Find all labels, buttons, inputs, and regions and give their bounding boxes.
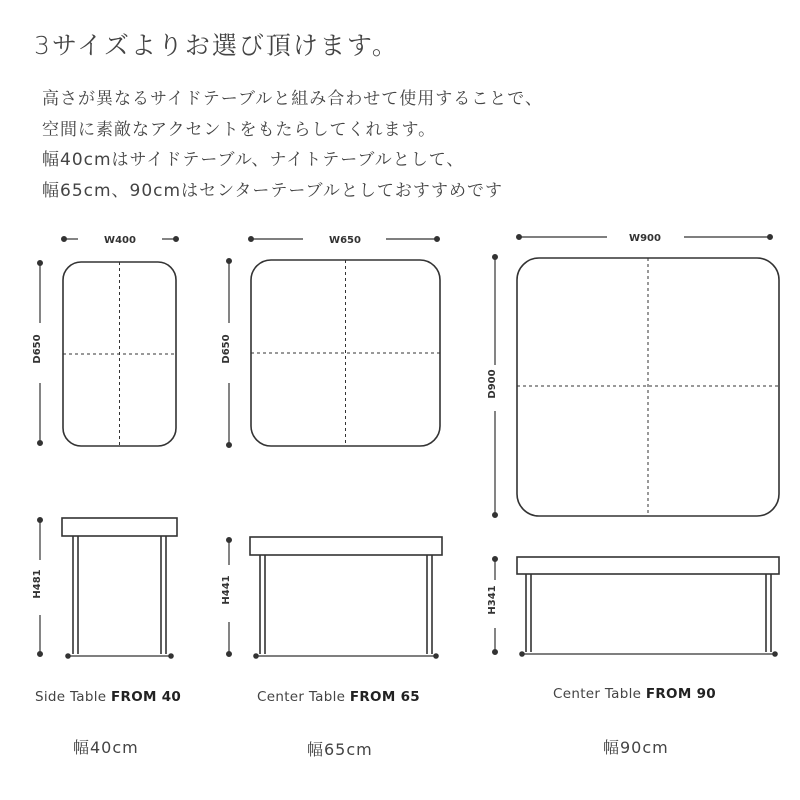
table-1-height-label: H481: [32, 569, 43, 599]
table-3-width-label: W900: [629, 233, 661, 244]
table-3-top-view: [517, 258, 779, 516]
table-1-side-view: [62, 518, 177, 658]
table-2-side-view: [250, 537, 442, 658]
table-2-depth-label: D650: [221, 334, 232, 364]
table-1-caption: [35, 689, 181, 705]
table-3-width-text: 幅90cm: [603, 738, 669, 757]
description-line-3: 幅40cmはサイドテーブル、ナイトテーブルとして、: [42, 150, 465, 170]
table-2-caption-model: FROM 65: [349, 689, 420, 705]
page-heading: 3サイズよりお選び頂けます。: [34, 31, 399, 60]
table-2-width-text: 幅65cm: [307, 740, 373, 759]
table-2-side-top: [250, 537, 442, 555]
table-1-side-top: [62, 518, 177, 536]
table-1-width-label: W400: [104, 235, 136, 246]
description-line-4: 幅65cm、90cmはセンターテーブルとしておすすめです: [42, 180, 504, 201]
table-2-top-view: [251, 260, 440, 446]
table-3-height-label: H341: [487, 585, 498, 615]
table-3-side-view: [517, 557, 779, 656]
table-1-width-text: 幅40cm: [73, 738, 139, 757]
table-3-side-top: [517, 557, 779, 574]
table-2-caption: [257, 689, 420, 705]
table-2-caption-name: Center Table: [257, 689, 350, 705]
table-1-caption-model: FROM 40: [111, 689, 182, 705]
table-2-height-label: H441: [221, 575, 232, 605]
table-3-caption: [553, 686, 716, 702]
description-line-2: 空間に素敵なアクセントをもたらしてくれます。: [42, 119, 437, 140]
table-3-caption-model: FROM 90: [645, 686, 716, 702]
table-1-depth-label: D650: [32, 334, 43, 364]
table-1-caption-name: Side Table: [35, 689, 111, 705]
description-line-1: 高さが異なるサイドテーブルと組み合わせて使用することで、: [42, 89, 543, 109]
table-2-width-label: W650: [329, 235, 361, 246]
table-1-top-view: [63, 262, 176, 446]
table-3-caption-name: Center Table: [553, 686, 646, 702]
table-3-depth-label: D900: [487, 369, 498, 399]
